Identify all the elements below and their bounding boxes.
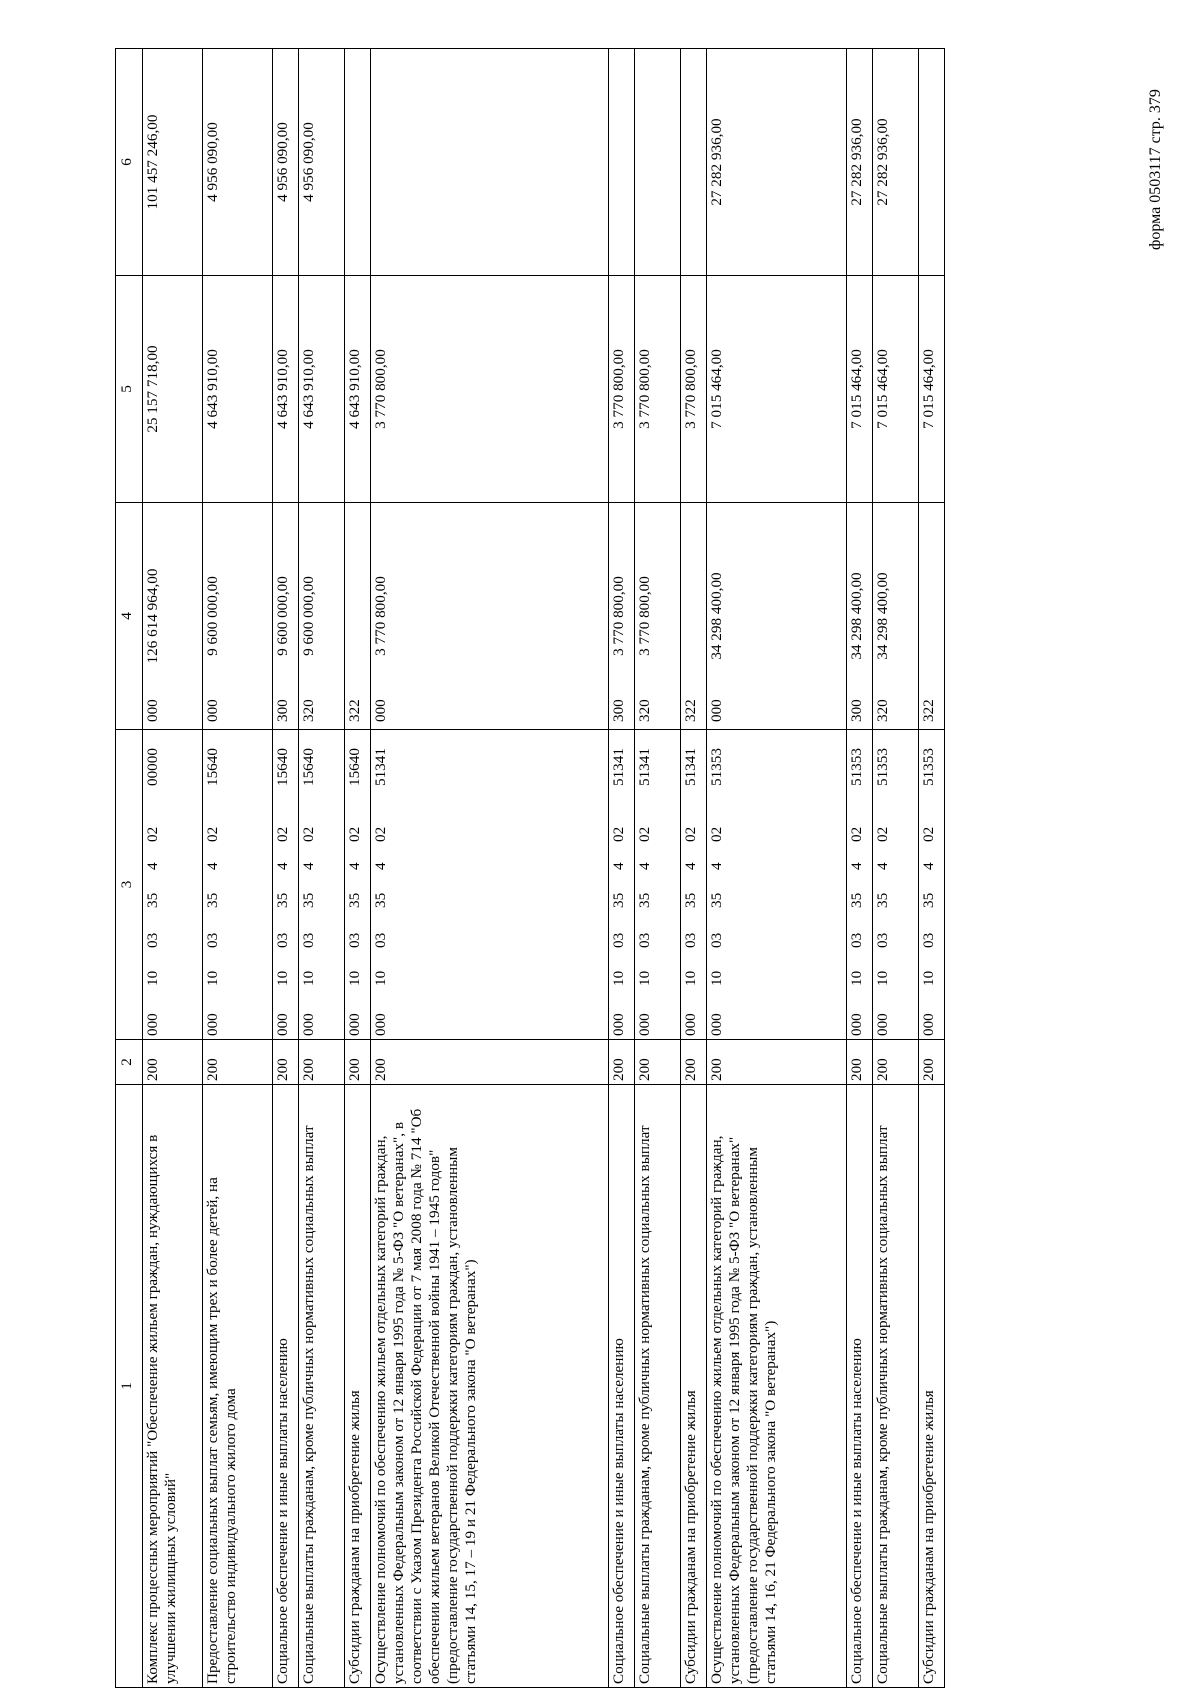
code-part: 4 bbox=[144, 862, 161, 870]
code-part: 00000 bbox=[144, 748, 161, 786]
col-header-4: 4 bbox=[116, 503, 143, 730]
code-part: 51341 bbox=[682, 748, 699, 786]
code-part: 02 bbox=[920, 826, 937, 842]
row-line-code-cell: 200 bbox=[273, 1040, 299, 1085]
table-row bbox=[371, 49, 609, 1688]
row-line-code-cell: 200 bbox=[847, 1040, 873, 1085]
code-part: 4 bbox=[346, 862, 363, 870]
row-line-code-cell: 200 bbox=[919, 1040, 945, 1085]
row-unexecuted-cell: 4 956 090,00 bbox=[299, 49, 345, 276]
code-part: 02 bbox=[204, 826, 221, 842]
row-unexecuted-cell bbox=[919, 49, 945, 276]
code-part: 000 bbox=[708, 699, 725, 722]
code-part: 10 bbox=[708, 970, 725, 986]
code-part: 000 bbox=[920, 1013, 937, 1036]
row-unexecuted-cell: 4 956 090,00 bbox=[273, 49, 299, 276]
code-part: 03 bbox=[636, 932, 653, 948]
row-line-code-cell: 200 bbox=[707, 1040, 847, 1085]
row-name-cell: Социальные выплаты гражданам, кроме публичных нормативных социальных выплат bbox=[873, 1085, 919, 1688]
row-name-cell: Предоставление социальных выплат семьям, имеющим трех и более детей, на строительство индивидуального жилого дома bbox=[203, 1085, 273, 1688]
code-part: 000 bbox=[848, 1013, 865, 1036]
code-part: 4 bbox=[682, 862, 699, 870]
row-approved-cell: 9 600 000,00 bbox=[273, 503, 299, 730]
row-classification-code-cell bbox=[371, 699, 609, 1040]
code-part: 35 bbox=[848, 892, 865, 908]
code-part: 000 bbox=[204, 699, 221, 722]
row-approved-cell: 34 298 400,00 bbox=[873, 503, 919, 730]
code-part: 322 bbox=[346, 699, 363, 722]
code-part: 02 bbox=[848, 826, 865, 842]
row-executed-cell: 4 643 910,00 bbox=[345, 276, 371, 503]
row-classification-code-cell bbox=[143, 699, 203, 1040]
row-line-code-cell: 200 bbox=[345, 1040, 371, 1085]
code-part: 02 bbox=[682, 826, 699, 842]
row-name-cell: Социальные выплаты гражданам, кроме публичных нормативных социальных выплат bbox=[299, 1085, 345, 1688]
code-part: 35 bbox=[346, 892, 363, 908]
code-part: 35 bbox=[204, 892, 221, 908]
code-part: 300 bbox=[848, 699, 865, 722]
code-part: 000 bbox=[144, 699, 161, 722]
row-name-cell: Субсидии гражданам на приобретение жилья bbox=[681, 1085, 707, 1688]
code-part: 10 bbox=[874, 970, 891, 986]
code-part: 35 bbox=[300, 892, 317, 908]
row-unexecuted-cell: 4 956 090,00 bbox=[203, 49, 273, 276]
row-executed-cell: 7 015 464,00 bbox=[919, 276, 945, 503]
row-classification-code-cell bbox=[847, 699, 873, 1040]
code-part: 03 bbox=[708, 932, 725, 948]
row-line-code-cell: 200 bbox=[635, 1040, 681, 1085]
col-header-5: 5 bbox=[116, 276, 143, 503]
code-part: 51353 bbox=[848, 748, 865, 786]
code-part: 03 bbox=[274, 932, 291, 948]
code-part: 000 bbox=[372, 699, 389, 722]
row-classification-code-cell bbox=[609, 699, 635, 1040]
row-executed-cell: 7 015 464,00 bbox=[873, 276, 919, 503]
row-classification-code-cell bbox=[299, 699, 345, 1040]
code-part: 4 bbox=[274, 862, 291, 870]
code-part: 4 bbox=[920, 862, 937, 870]
table-row bbox=[919, 49, 945, 1688]
code-part: 300 bbox=[274, 699, 291, 722]
code-part: 35 bbox=[372, 892, 389, 908]
row-line-code-cell: 200 bbox=[143, 1040, 203, 1085]
code-part: 03 bbox=[610, 932, 627, 948]
table-row bbox=[847, 49, 873, 1688]
row-line-code-cell: 200 bbox=[371, 1040, 609, 1085]
code-part: 51341 bbox=[610, 748, 627, 786]
code-part: 03 bbox=[204, 932, 221, 948]
code-part: 35 bbox=[682, 892, 699, 908]
code-part: 000 bbox=[874, 1013, 891, 1036]
row-unexecuted-cell: 27 282 936,00 bbox=[847, 49, 873, 276]
code-part: 4 bbox=[636, 862, 653, 870]
row-executed-cell: 25 157 718,00 bbox=[143, 276, 203, 503]
code-part: 10 bbox=[274, 970, 291, 986]
code-part: 51353 bbox=[708, 748, 725, 786]
row-unexecuted-cell bbox=[681, 49, 707, 276]
code-part: 000 bbox=[144, 1013, 161, 1036]
form-label: форма 0503117 стр. 379 bbox=[1147, 89, 1164, 250]
row-name-cell: Субсидии гражданам на приобретение жилья bbox=[345, 1085, 371, 1688]
row-unexecuted-cell bbox=[609, 49, 635, 276]
row-executed-cell: 7 015 464,00 bbox=[847, 276, 873, 503]
code-part: 02 bbox=[300, 826, 317, 842]
row-name-cell: Социальное обеспечение и иные выплаты населению bbox=[609, 1085, 635, 1688]
code-part: 10 bbox=[682, 970, 699, 986]
report-sheet bbox=[115, 48, 1045, 1688]
column-number-row bbox=[116, 49, 143, 1688]
code-part: 15640 bbox=[204, 748, 221, 786]
code-part: 10 bbox=[300, 970, 317, 986]
row-name-cell: Комплекс процессных мероприятий "Обеспечение жильем граждан, нуждающихся в улучшении жилищных условий" bbox=[143, 1085, 203, 1688]
code-part: 4 bbox=[874, 862, 891, 870]
code-part: 000 bbox=[372, 1013, 389, 1036]
code-part: 320 bbox=[300, 699, 317, 722]
code-part: 51341 bbox=[636, 748, 653, 786]
table-row bbox=[143, 49, 203, 1688]
code-part: 02 bbox=[372, 826, 389, 842]
row-line-code-cell: 200 bbox=[681, 1040, 707, 1085]
code-part: 02 bbox=[636, 826, 653, 842]
table-row bbox=[345, 49, 371, 1688]
code-part: 02 bbox=[346, 826, 363, 842]
code-part: 02 bbox=[274, 826, 291, 842]
col-header-2: 2 bbox=[116, 1040, 143, 1085]
row-approved-cell: 34 298 400,00 bbox=[707, 503, 847, 730]
row-name-cell: Социальное обеспечение и иные выплаты населению bbox=[847, 1085, 873, 1688]
code-part: 35 bbox=[636, 892, 653, 908]
row-line-code-cell: 200 bbox=[203, 1040, 273, 1085]
code-part: 03 bbox=[874, 932, 891, 948]
row-approved-cell: 9 600 000,00 bbox=[203, 503, 273, 730]
table-row bbox=[203, 49, 273, 1688]
row-unexecuted-cell bbox=[345, 49, 371, 276]
row-classification-code-cell bbox=[345, 699, 371, 1040]
code-part: 4 bbox=[610, 862, 627, 870]
row-executed-cell: 3 770 800,00 bbox=[371, 276, 609, 503]
code-part: 000 bbox=[682, 1013, 699, 1036]
table-row bbox=[873, 49, 919, 1688]
row-name-cell: Социальные выплаты гражданам, кроме публичных нормативных социальных выплат bbox=[635, 1085, 681, 1688]
row-classification-code-cell bbox=[707, 699, 847, 1040]
row-name-cell: Осуществление полномочий по обеспечению жильем отдельных категорий граждан, установленных Федеральным законом от 12 января 1995 года № 5-ФЗ "О ветеранах", в соответствии с Указом Президента Российской Федерации от 7 мая 2008 года № 714 "Об обеспечении жильем ветеранов Великой Отечественной войны 1941 – 1945 годов" (предоставление государственной поддержки категориям граждан, установленным статьями 14, 15, 17 – 19 и 21 Федерального закона "О ветеранах") bbox=[371, 1085, 609, 1688]
row-executed-cell: 4 643 910,00 bbox=[203, 276, 273, 503]
code-part: 000 bbox=[636, 1013, 653, 1036]
code-part: 322 bbox=[920, 699, 937, 722]
code-part: 02 bbox=[708, 826, 725, 842]
row-executed-cell: 3 770 800,00 bbox=[681, 276, 707, 503]
code-part: 10 bbox=[920, 970, 937, 986]
row-approved-cell: 3 770 800,00 bbox=[609, 503, 635, 730]
code-part: 35 bbox=[920, 892, 937, 908]
row-executed-cell: 3 770 800,00 bbox=[609, 276, 635, 503]
row-executed-cell: 4 643 910,00 bbox=[273, 276, 299, 503]
code-part: 300 bbox=[610, 699, 627, 722]
code-part: 03 bbox=[682, 932, 699, 948]
row-approved-cell: 9 600 000,00 bbox=[299, 503, 345, 730]
row-classification-code-cell bbox=[203, 699, 273, 1040]
code-part: 000 bbox=[708, 1013, 725, 1036]
row-classification-code-cell bbox=[273, 699, 299, 1040]
row-line-code-cell: 200 bbox=[299, 1040, 345, 1085]
row-unexecuted-cell bbox=[371, 49, 609, 276]
col-header-1: 1 bbox=[116, 1085, 143, 1688]
code-part: 10 bbox=[204, 970, 221, 986]
code-part: 10 bbox=[636, 970, 653, 986]
row-unexecuted-cell: 27 282 936,00 bbox=[873, 49, 919, 276]
row-unexecuted-cell: 101 457 246,00 bbox=[143, 49, 203, 276]
code-part: 35 bbox=[708, 892, 725, 908]
code-part: 4 bbox=[708, 862, 725, 870]
code-part: 15640 bbox=[346, 748, 363, 786]
code-part: 10 bbox=[144, 970, 161, 986]
row-line-code-cell: 200 bbox=[609, 1040, 635, 1085]
row-unexecuted-cell: 27 282 936,00 bbox=[707, 49, 847, 276]
code-part: 35 bbox=[874, 892, 891, 908]
row-classification-code-cell bbox=[635, 699, 681, 1040]
table-row bbox=[635, 49, 681, 1688]
col-header-3: 3 bbox=[116, 730, 143, 1040]
code-part: 322 bbox=[682, 699, 699, 722]
row-executed-cell: 3 770 800,00 bbox=[635, 276, 681, 503]
code-part: 15640 bbox=[274, 748, 291, 786]
code-part: 02 bbox=[144, 826, 161, 842]
row-approved-cell: 3 770 800,00 bbox=[371, 503, 609, 730]
table-row bbox=[707, 49, 847, 1688]
row-unexecuted-cell bbox=[635, 49, 681, 276]
code-part: 03 bbox=[144, 932, 161, 948]
row-approved-cell: 34 298 400,00 bbox=[847, 503, 873, 730]
table-row bbox=[299, 49, 345, 1688]
code-part: 03 bbox=[300, 932, 317, 948]
code-part: 51341 bbox=[372, 748, 389, 786]
row-classification-code-cell bbox=[873, 699, 919, 1040]
code-part: 10 bbox=[372, 970, 389, 986]
row-executed-cell: 4 643 910,00 bbox=[299, 276, 345, 503]
row-approved-cell: 3 770 800,00 bbox=[635, 503, 681, 730]
code-part: 000 bbox=[204, 1013, 221, 1036]
row-classification-code-cell bbox=[681, 699, 707, 1040]
code-part: 10 bbox=[610, 970, 627, 986]
code-part: 03 bbox=[372, 932, 389, 948]
col-header-6: 6 bbox=[116, 49, 143, 276]
code-part: 4 bbox=[204, 862, 221, 870]
row-name-cell: Социальное обеспечение и иные выплаты населению bbox=[273, 1085, 299, 1688]
code-part: 02 bbox=[610, 826, 627, 842]
code-part: 320 bbox=[636, 699, 653, 722]
code-part: 51353 bbox=[920, 748, 937, 786]
code-part: 03 bbox=[848, 932, 865, 948]
code-part: 35 bbox=[610, 892, 627, 908]
code-part: 000 bbox=[274, 1013, 291, 1036]
code-part: 15640 bbox=[300, 748, 317, 786]
row-line-code-cell: 200 bbox=[873, 1040, 919, 1085]
code-part: 4 bbox=[300, 862, 317, 870]
code-part: 10 bbox=[848, 970, 865, 986]
code-part: 02 bbox=[874, 826, 891, 842]
row-name-cell: Осуществление полномочий по обеспечению жильем отдельных категорий граждан, установленных Федеральным законом от 12 января 1995 года № 5-ФЗ "О ветеранах" (предоставление государственной поддержки категориям граждан, установленным статьями 14, 16, 21 Федерального закона "О ветеранах") bbox=[707, 1085, 847, 1688]
code-part: 35 bbox=[144, 892, 161, 908]
code-part: 03 bbox=[920, 932, 937, 948]
row-approved-cell: 126 614 964,00 bbox=[143, 503, 203, 730]
code-part: 51353 bbox=[874, 748, 891, 786]
code-part: 4 bbox=[372, 862, 389, 870]
table-row bbox=[273, 49, 299, 1688]
row-name-cell: Субсидии гражданам на приобретение жилья bbox=[919, 1085, 945, 1688]
code-part: 000 bbox=[610, 1013, 627, 1036]
row-classification-code-cell bbox=[919, 699, 945, 1040]
code-part: 4 bbox=[848, 862, 865, 870]
code-part: 000 bbox=[300, 1013, 317, 1036]
code-part: 35 bbox=[274, 892, 291, 908]
code-part: 03 bbox=[346, 932, 363, 948]
table-body bbox=[143, 49, 945, 1688]
row-executed-cell: 7 015 464,00 bbox=[707, 276, 847, 503]
code-part: 10 bbox=[346, 970, 363, 986]
budget-table bbox=[115, 48, 945, 1688]
code-part: 320 bbox=[874, 699, 891, 722]
table-row bbox=[609, 49, 635, 1688]
table-row bbox=[681, 49, 707, 1688]
code-part: 000 bbox=[346, 1013, 363, 1036]
